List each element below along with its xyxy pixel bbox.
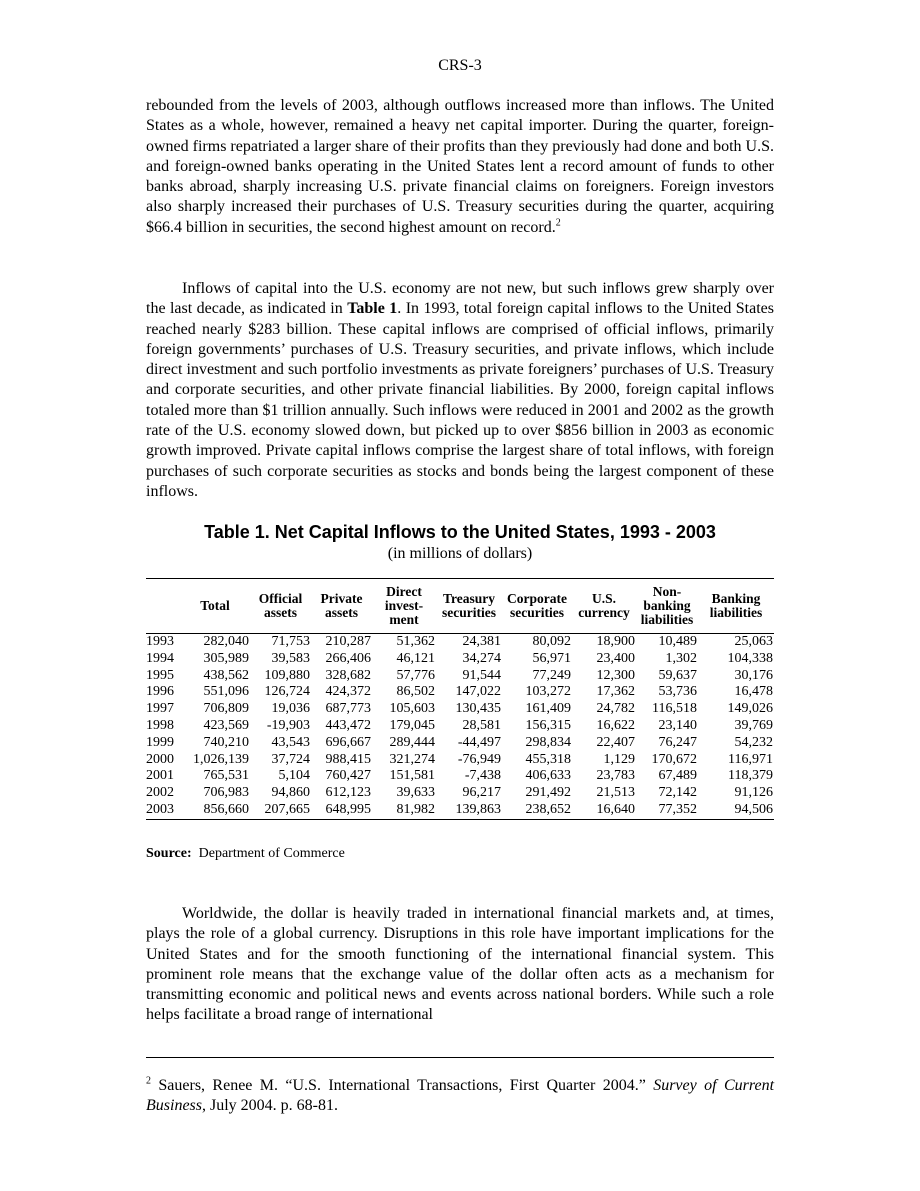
table-cell: 109,880 (264, 667, 310, 683)
table-1-reference: Table 1 (347, 300, 398, 318)
table-row (146, 735, 774, 752)
table-cell: 77,249 (532, 667, 571, 683)
table-cell: 706,983 (203, 785, 249, 801)
table-cell: 80,092 (532, 634, 571, 649)
column-header: Total (180, 579, 250, 634)
source-label: Source: (146, 846, 192, 861)
table-cell: 71,753 (271, 634, 310, 649)
capital-inflows-table (146, 578, 774, 820)
table-cell: 103,272 (525, 684, 571, 700)
table-cell: 54,232 (734, 734, 773, 750)
paragraph-2-after: . In 1993, total foreign capital inflows to the United States reached nearly $283 billion. These capital inflows are comprised of official inflows, primarily foreign governments’ purchases of U.S. Treasury securities, and private inflows, which include direct investment and such portfolio investments as private foreigners’ purchases of U.S. Treasury and corporate securities, and other private financial liabilities. By 2000, foreign capital inflows totaled more than $1 trillion annually. Such inflows were reduced in 2001 and 2002 as the growth rate of the U.S. economy slowed down, but picked up to over $856 billion in 2003 as economic growth improved. Private capital inflows comprise the largest share of total inflows, with foreign purchases of such corporate securities as stocks and bonds being the largest component of these inflows. (146, 300, 775, 500)
table-source (146, 845, 345, 863)
column-header: Banking liabilities (698, 579, 774, 634)
table-cell: 19,036 (271, 701, 310, 717)
table-cell: 91,126 (734, 785, 773, 801)
source-text: Department of Commerce (198, 846, 345, 861)
table-cell: 77,352 (636, 802, 698, 819)
table-row (146, 785, 774, 802)
table-cell: 76,247 (658, 734, 697, 750)
row-year: 2001 (146, 768, 174, 784)
table-row (146, 634, 774, 651)
table-cell: 282,040 (203, 634, 249, 649)
table-cell: 23,140 (658, 717, 697, 733)
table-cell: 16,640 (572, 802, 636, 819)
table-cell: 96,217 (462, 785, 501, 801)
table-cell: 289,444 (389, 734, 435, 750)
table-cell: 22,407 (596, 734, 635, 750)
table-cell: 23,783 (596, 768, 635, 784)
table-cell: 16,478 (734, 684, 773, 700)
table-cell: 116,971 (728, 751, 773, 767)
table-cell: 210,287 (325, 634, 371, 649)
footnote-author: Sauers, Renee M. “U.S. International Transactions, First Quarter 2004.” (158, 1077, 646, 1094)
row-year: 2002 (146, 785, 174, 801)
table-cell: 104,338 (727, 650, 773, 666)
table-cell: 34,274 (462, 650, 501, 666)
column-header: Private assets (311, 579, 372, 634)
column-header: Non-banking liabilities (636, 579, 698, 634)
table-cell: 438,562 (203, 667, 249, 683)
table-cell: 126,724 (264, 684, 310, 700)
table-cell: 10,489 (658, 634, 697, 649)
table-cell: 305,989 (203, 650, 249, 666)
row-year: 2000 (146, 751, 174, 767)
table-row (146, 752, 774, 769)
footnote-divider (146, 1057, 774, 1058)
column-header: Treasury securities (436, 579, 502, 634)
table-cell: 321,274 (389, 751, 435, 767)
table-cell: 443,472 (325, 717, 371, 733)
table-cell: 57,776 (396, 667, 435, 683)
table-cell: 147,022 (455, 684, 501, 700)
table-cell: 740,210 (203, 734, 249, 750)
table-cell: 207,665 (250, 802, 311, 819)
column-header: Direct invest-ment (372, 579, 436, 634)
footnote-journal: Survey of Current Business (146, 1077, 775, 1114)
column-header: Corporate securities (502, 579, 572, 634)
table-cell: 39,583 (271, 650, 310, 666)
paragraph-2-before: Inflows of capital into the U.S. economy are not new, but such inflows grew sharply over the last decade, as indicated in (146, 280, 774, 318)
table-cell: 81,982 (372, 802, 436, 819)
table-cell: 551,096 (203, 684, 249, 700)
table-cell: 291,492 (525, 785, 571, 801)
table-cell: 151,581 (389, 768, 435, 784)
table-cell: 149,026 (727, 701, 773, 717)
table-cell: 24,381 (462, 634, 501, 649)
row-year: 1995 (146, 667, 174, 683)
table-cell: 43,543 (271, 734, 310, 750)
table-cell: 161,409 (525, 701, 571, 717)
table-cell: 39,633 (396, 785, 435, 801)
table-cell: 51,362 (396, 634, 435, 649)
table-cell: 706,809 (203, 701, 249, 717)
table-cell: -76,949 (457, 751, 501, 767)
table-cell: 46,121 (396, 650, 435, 666)
table-cell: 59,637 (658, 667, 697, 683)
column-header-year (146, 579, 180, 634)
table-cell: 118,379 (728, 768, 773, 784)
table-cell: 67,489 (658, 768, 697, 784)
table-cell: 37,724 (271, 751, 310, 767)
table-cell: 116,518 (652, 701, 697, 717)
table-cell: 765,531 (203, 768, 249, 784)
table-cell: 30,176 (734, 667, 773, 683)
table-cell: 139,863 (436, 802, 502, 819)
table-body (146, 634, 774, 820)
table-row (146, 802, 774, 819)
table-cell: 156,315 (525, 717, 571, 733)
capital-inflows-table-wrap (146, 578, 774, 820)
page-header: CRS-3 (438, 57, 482, 74)
table-cell: 86,502 (396, 684, 435, 700)
table-cell: 760,427 (325, 768, 371, 784)
table-cell: 16,622 (596, 717, 635, 733)
table-cell: 28,581 (462, 717, 501, 733)
table-cell: 266,406 (325, 650, 371, 666)
table-row (146, 768, 774, 785)
table-cell: 423,569 (203, 717, 249, 733)
table-cell: 94,506 (698, 802, 774, 819)
row-year: 1993 (146, 634, 174, 649)
column-header: Official assets (250, 579, 311, 634)
table-row (146, 668, 774, 685)
table-row (146, 701, 774, 718)
table-row (146, 651, 774, 668)
table-cell: -19,903 (266, 717, 310, 733)
table-cell: 1,302 (665, 650, 697, 666)
table-title: Table 1. Net Capital Inflows to the United States, 1993 - 2003 (204, 522, 716, 542)
table-cell: 72,142 (658, 785, 697, 801)
table-cell: 648,995 (311, 802, 372, 819)
table-cell: 424,372 (325, 684, 371, 700)
table-cell: 406,633 (525, 768, 571, 784)
paragraph-2 (146, 279, 774, 502)
row-year: 2003 (146, 802, 180, 819)
footnote-ref-2[interactable]: 2 (555, 217, 561, 229)
table-subtitle: (in millions of dollars) (387, 545, 533, 562)
table-cell: 1,129 (603, 751, 635, 767)
table-cell: 298,834 (525, 734, 571, 750)
row-year: 1997 (146, 701, 174, 717)
table-cell: 94,860 (271, 785, 310, 801)
table-cell: 53,736 (658, 684, 697, 700)
table-cell: 25,063 (734, 634, 773, 649)
table-cell: -44,497 (457, 734, 501, 750)
row-year: 1994 (146, 650, 174, 666)
table-row (146, 684, 774, 701)
table-cell: 696,667 (325, 734, 371, 750)
table-cell: 130,435 (455, 701, 501, 717)
row-year: 1999 (146, 734, 174, 750)
paragraph-3: Worldwide, the dollar is heavily traded in international financial markets and, at times, plays the role of a global currency. Disruptions in this role have important implications for the United States and for the smooth functioning of the international financial system. This prominent role means that the exchange value of the dollar often acts as a mechanism for transmitting economic and political news and events across national borders. While such a role helps facilitate a broad range of international (146, 905, 774, 1024)
footnote-2 (146, 1076, 774, 1116)
table-cell: 612,123 (325, 785, 371, 801)
table-cell: 105,603 (389, 701, 435, 717)
table-cell: 17,362 (596, 684, 635, 700)
column-header: U.S. currency (572, 579, 636, 634)
table-cell: 24,782 (596, 701, 635, 717)
footnote-rest: , July 2004. p. 68-81. (202, 1097, 338, 1114)
table-cell: 12,300 (596, 667, 635, 683)
table-cell: 21,513 (596, 785, 635, 801)
table-cell: 856,660 (180, 802, 250, 819)
table-cell: 328,682 (325, 667, 371, 683)
table-cell: 39,769 (734, 717, 773, 733)
table-cell: 988,415 (325, 751, 371, 767)
table-cell: 170,672 (651, 751, 697, 767)
table-cell: 238,652 (502, 802, 572, 819)
table-header-row (146, 579, 774, 634)
table-row (146, 718, 774, 735)
table-cell: 56,971 (532, 650, 571, 666)
paragraph-1-text: rebounded from the levels of 2003, although outflows increased more than inflows. The United States as a whole, however, remained a heavy net capital importer. During the quarter, foreign-owned firms repatriated a larger share of their profits than they previously had done and both U.S. and foreign-owned banks operating in the United States lent a record amount of funds to other banks abroad, sharply increasing U.S. private financial claims on foreigners. Foreign investors also sharply increased their purchases of U.S. Treasury securities during the quarter, acquiring $66.4 billion in securities, the second highest amount on record. (146, 97, 774, 236)
table-cell: 179,045 (389, 717, 435, 733)
table-cell: 91,544 (462, 667, 501, 683)
table-cell: 455,318 (525, 751, 571, 767)
row-year: 1998 (146, 717, 174, 733)
footnote-number: 2 (146, 1075, 151, 1087)
row-year: 1996 (146, 684, 174, 700)
table-cell: 1,026,139 (193, 751, 249, 767)
table-cell: 23,400 (596, 650, 635, 666)
paragraph-1 (146, 96, 774, 238)
table-cell: -7,438 (464, 768, 501, 784)
table-cell: 687,773 (325, 701, 371, 717)
table-cell: 18,900 (596, 634, 635, 649)
table-cell: 5,104 (278, 768, 310, 784)
